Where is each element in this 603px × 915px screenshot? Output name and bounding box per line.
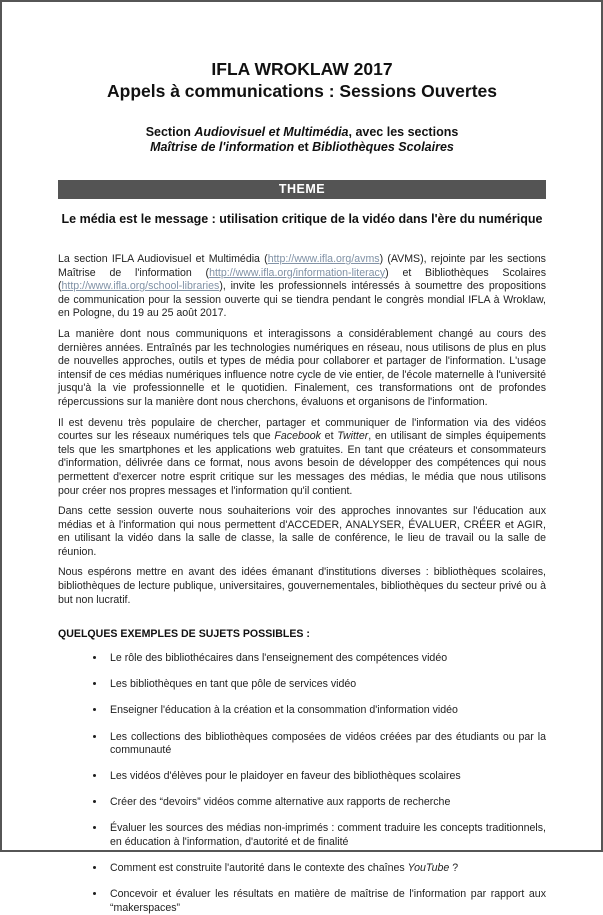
page-subtitle xyxy=(58,125,546,155)
text-run: ) et Bibliothèques Scolaires ( xyxy=(58,266,546,293)
text-run: , avec les sections xyxy=(348,125,459,139)
paragraph xyxy=(58,505,546,559)
text-run: La manière dont nous communiquons et interagissons a considérablement changé au cours des dernières années. Entraînés par les technologies numériques en réseau, nous utilisons de plus en plus de nouvelles approches, outils et types de média pour collaborer et partager de l'information. L'usage intensif de ces médias numériques influence notre cycle de vie entier, de l'école maternelle à l'université jusqu'à la vie professionnelle et le quotidien. Finalement, ces transformations ont de profondes répercussions sur la manière dont nous cherchons, évaluons et organisons de l'information. xyxy=(58,327,546,408)
paragraph xyxy=(58,417,546,499)
topic-item xyxy=(106,822,546,849)
text-run: Les collections des bibliothèques composées de vidéos créées par des étudiants ou par la communauté xyxy=(110,730,546,757)
paragraph xyxy=(58,328,546,410)
page-content xyxy=(2,2,601,915)
text-run: Twitter xyxy=(337,430,369,443)
theme-heading: Le média est le message : utilisation critique de la vidéo dans l'ère du numérique xyxy=(61,212,543,226)
text-run: Concevoir et évaluer les résultats en matière de maîtrise de l'information par rapport aux “makerspaces” xyxy=(110,888,546,914)
text-run: , en utilisant de simples équipements tels que les smartphones et les applications web gratuites. En tant que créateurs et consommateurs d'information, délivrée dans ce format, nous avons besoin de développer des compétences qui nous permettent d'exercer notre esprit critique sur les messages des médias, le média que nous utilisons pour créer nos propres messages et l'information qu'il contient. xyxy=(58,430,546,497)
text-run: Section xyxy=(145,125,195,139)
theme-banner: THEME xyxy=(58,180,546,199)
text-run: Dans cette session ouverte nous souhaiterions voir des approches innovantes sur l'éducation aux médias et à l'information qui nous permettent d'ACCEDER, ANALYSER, ÉVALUER, CRÉER et AGIR, en utilisant la vidéo dans la salle de classe, la salle de conférence, le lieu de travail ou la salle de réunion. xyxy=(58,505,546,558)
text-run: Créer des “devoirs” vidéos comme alternative aux rapports de recherche xyxy=(110,796,451,809)
page-title-line2: Appels à communications : Sessions Ouvertes xyxy=(107,81,497,101)
page-title xyxy=(58,58,546,102)
hyperlink[interactable]: http://www.ifla.org/school-libraries xyxy=(61,280,220,293)
topic-item xyxy=(106,770,546,784)
page-subtitle-line2 xyxy=(58,140,546,155)
text-run: Évaluer les sources des médias non-imprimés : comment traduire les concepts traditionnels, en éducation à l'information, d'autorité et de finalité xyxy=(110,822,546,848)
topic-item xyxy=(106,678,546,692)
topic-item xyxy=(106,731,546,758)
page-title-line1: IFLA WROKLAW 2017 xyxy=(211,59,393,79)
text-run: Bibliothèques Scolaires xyxy=(312,140,454,154)
body-paragraphs xyxy=(58,253,546,607)
topics-heading: QUELQUES EXEMPLES DE SUJETS POSSIBLES : xyxy=(58,628,310,641)
page-subtitle-line1 xyxy=(58,125,546,140)
text-run: ) (AVMS), rejointe par les sections Maîtrise de l'information ( xyxy=(58,253,546,279)
topic-item xyxy=(106,862,546,876)
topic-item xyxy=(106,796,546,810)
topics-list xyxy=(58,652,546,915)
topic-item xyxy=(106,888,546,915)
text-run: Maîtrise de l'information xyxy=(150,140,295,154)
text-run: Le rôle des bibliothécaires dans l'enseignement des compétences vidéo xyxy=(110,652,448,665)
text-run: et xyxy=(320,430,338,443)
text-run: Il est devenu très populaire de chercher, partager et communiquer de l'information via des vidéos courtes sur les réseaux numériques tels que xyxy=(58,416,546,443)
text-run: Enseigner l'éducation à la création et la consommation d'information vidéo xyxy=(110,704,458,717)
text-run: YouTube xyxy=(407,862,450,875)
topic-item xyxy=(106,704,546,718)
text-run: Comment est construite l'autorité dans le contexte des chaînes xyxy=(110,862,408,875)
text-run: Les vidéos d'élèves pour le plaidoyer en faveur des bibliothèques scolaires xyxy=(110,770,461,783)
hyperlink[interactable]: http://www.ifla.org/information-literacy xyxy=(209,266,386,279)
text-run: Facebook xyxy=(274,430,321,443)
paragraph xyxy=(58,566,546,607)
text-run: ? xyxy=(449,862,459,875)
text-run: Les bibliothèques en tant que pôle de services vidéo xyxy=(110,678,357,691)
text-run: ), invite les professionnels intéressés à soumettre des propositions de communication pour la session ouverte qui se tiendra pendant le congrès mondial IFLA à Wroklaw, en Pologne, du 19 au 25 août 2017. xyxy=(58,280,546,320)
text-run: et xyxy=(294,140,313,154)
text-run: Nous espérons mettre en avant des idées émanant d'institutions diverses : bibliothèques scolaires, bibliothèques de lecture publique, universitaires, gouvernementales, bibliothèques du secteur privé ou à but non lucratif. xyxy=(58,566,546,606)
text-run: Audiovisuel et Multimédia xyxy=(194,125,349,139)
topic-item xyxy=(106,652,546,666)
hyperlink[interactable]: http://www.ifla.org/avms xyxy=(267,253,380,265)
paragraph xyxy=(58,253,546,321)
text-run: La section IFLA Audiovisuel et Multimédia ( xyxy=(58,253,268,265)
